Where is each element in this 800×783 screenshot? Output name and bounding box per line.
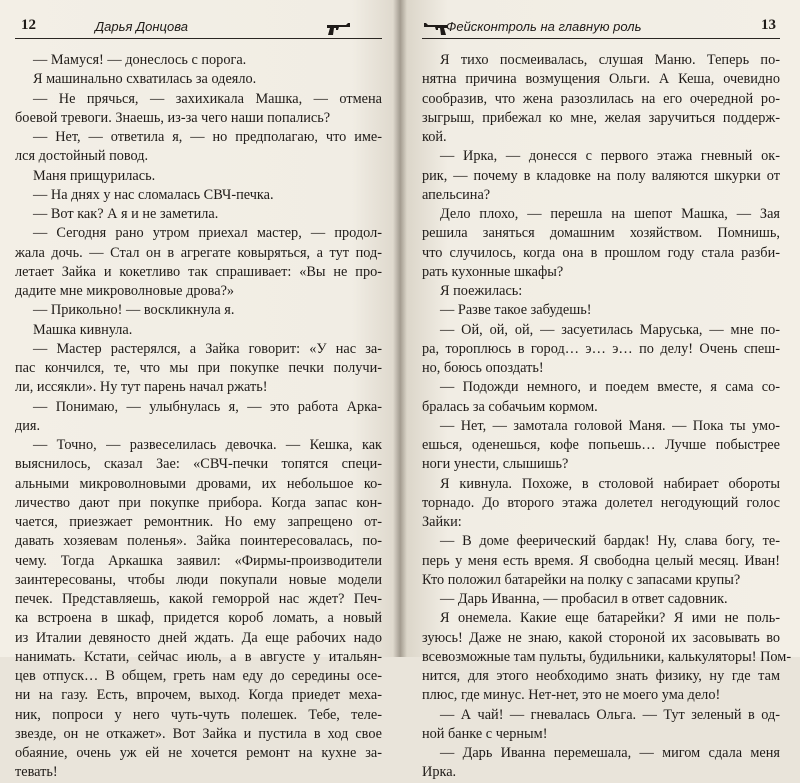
text-line: торнадо. До второго этажа долетел негодующий голос [422, 494, 780, 511]
left-page [0, 0, 400, 781]
text-line: — Ой, ой, ой, — засуетилась Маруська, — мне по- [440, 321, 780, 338]
text-line: ноги унести, слышишь? [422, 456, 569, 473]
text-line: нанимать. Кстати, сейчас июль, а в августе у итальян- [15, 648, 382, 665]
text-line: Машка кивнула. [33, 321, 133, 338]
text-line: — А чай! — гневалась Ольга. — Тут зеленый в од- [440, 706, 780, 723]
text-line: альными микроволновыми дровами, их небольшое ко- [15, 475, 382, 492]
text-line: ли, иссякли». Ну тут парень начал ржать! [15, 379, 268, 396]
pistol-icon [326, 22, 352, 36]
text-line: — Нет, — ответила я, — но предполагаю, что име- [33, 129, 382, 145]
text-line: рать кухонные шкафы? [422, 263, 564, 280]
text-line: Дело плохо, — перешла на шепот Машка, — Зая [440, 206, 780, 222]
text-line: чается, приезжает ремонтник. Но ему запрещено от- [15, 514, 382, 530]
text-line: выяснилось, сказал Зае: «СВЧ-печки топятся специ- [15, 456, 382, 473]
right-page-header [422, 14, 780, 39]
text-line: нятна причина возмущения Ольги. А Кеша, очевидно [422, 71, 780, 88]
text-line: — Точно, — развеселилась девочка. — Кешка, как [33, 437, 382, 453]
text-line: Я машинально схватилась за одеяло. [33, 71, 257, 88]
text-line: звезде, он не откажет». Вот Зайка и пустила в ход свое [15, 725, 382, 742]
text-line: сообразив, что жена разозлилась на его очередной ро- [422, 90, 780, 107]
running-head-title: Фейсконтроль на главную роль [446, 19, 642, 34]
text-line: ка встроена в шкаф, придется короб ломать, а новый [15, 610, 382, 627]
text-line: апельсина? [422, 186, 491, 203]
page-number: 12 [21, 17, 36, 33]
text-line: Я тихо посмеивалась, слушая Маню. Теперь по- [440, 52, 780, 68]
text-line: плюс, где минус. Нет-нет, это не моего ума дело! [422, 687, 721, 704]
text-line: из Италии девяносто дней ждать. Да еще рабочих надо [15, 629, 382, 646]
text-line: — Вот как? А я и не заметила. [33, 206, 219, 222]
text-line: чему. Тогда Аркашка заявил: «Фирмы-производители [15, 552, 382, 569]
text-line: — Не прячься, — захихикала Машка, — отмена [33, 90, 382, 107]
text-line: ник, попроси у него чуть-чуть полешек. Тебе, теле- [15, 706, 382, 723]
text-line: что случилось, когда она в прошлом году стала разби- [422, 244, 780, 261]
text-line: решила заняться домашним хозяйством. Помнишь, [422, 225, 780, 242]
text-line: печек. Представляешь, какой геморрой нас ждет? Печ- [15, 591, 382, 607]
text-line: — Дарь Иванна, — пробасил в ответ садовник. [440, 591, 728, 607]
text-line: дадите мне микроволновые дрова?» [15, 283, 235, 299]
text-line: — В доме феерический бардак! Ну, слава богу, те- [440, 533, 780, 550]
text-line: обаяние, очень уж ей не хочется ремонт на кухне за- [15, 745, 382, 761]
text-line: ра, тороплюсь в город… э… э… по делу! Очень спеш- [422, 340, 780, 357]
text-line: — Нет, — замотала головой Маня. — Пока ты умо- [440, 417, 780, 434]
text-line: перь у меня есть время. Я свободна целый месяц. Иван! [422, 552, 780, 569]
text-line: — Мастер растерялся, а Зайка говорит: «У нас за- [33, 340, 382, 357]
text-line: ной банке с черным! [422, 725, 548, 742]
left-page-header [15, 14, 382, 39]
text-line: заинтересованы, чтобы люди покупали новые модели [15, 571, 382, 588]
text-line: — Мамуся! — донеслось с порога. [33, 52, 247, 68]
text-line: ни на газу. Есть, впрочем, выход. Когда приедет меха- [15, 687, 382, 704]
page-number: 13 [761, 17, 776, 33]
text-line: Я кивнула. Похоже, в столовой набирает обороты [440, 475, 780, 492]
text-line: нится, для этого необходимо знать физику, ну где там [422, 668, 780, 684]
pistol-icon [422, 22, 448, 36]
text-line: пас кончился, те, что мы при покупке печки получи- [15, 360, 382, 376]
text-line: тевать! [15, 764, 58, 781]
text-line: — Понимаю, — улыбнулась я, — это работа Арка- [33, 398, 382, 415]
text-line: зуюсь! Даже не знаю, какой стороной их засовывать во [422, 629, 780, 646]
text-line: Зайки: [422, 514, 462, 530]
text-line: рик, — почему в кладовке на полу валяются шкурки от [422, 167, 780, 184]
text-line: давать хозяевам поленья». Зайка поинтересовалась, по- [15, 533, 382, 550]
text-line: Я поежилась: [440, 283, 523, 299]
text-line: — Прикольно! — воскликнула я. [33, 302, 235, 319]
text-line: Кто положил батарейки на полку с запасами крупы? [422, 571, 741, 588]
text-line: — Ирка, — донесся с первого этажа гневный ок- [440, 148, 780, 165]
text-line: цев отпуск… В общем, греть нам еду до середины осе- [15, 668, 382, 684]
text-line: дия. [15, 417, 41, 434]
text-line: — Подожди немного, и поедем вместе, я сама со- [440, 379, 780, 396]
running-head-author: Дарья Донцова [95, 19, 188, 34]
text-line: ешься, оденешься, кофе попьешь… Лучше побыстрее [422, 437, 780, 453]
text-line: Маня прищурилась. [33, 167, 156, 184]
text-line: — Разве такое забудешь! [440, 302, 592, 319]
text-line: — Дарь Иванна перемешала, — мигом сдала меня [440, 745, 780, 761]
text-line: бралась за собачьим кормом. [422, 398, 598, 415]
text-line: боевой тревоги. Знаешь, из-за чего наши попались? [15, 109, 331, 126]
text-line: — На днях у нас сломалась СВЧ-печка. [33, 186, 274, 203]
text-line: всевозможные там пульты, будильники, калькуляторы! Пом- [422, 648, 792, 665]
text-line: летает Зайка и кокетливо так спрашивает: «Вы не про- [15, 263, 382, 280]
text-line: жала дочь. — Стал он в агрегате ковыряться, а тут под- [15, 244, 382, 261]
right-page [400, 0, 800, 781]
text-line: но, боюсь опоздать! [422, 360, 544, 376]
text-line: личество дают при покупке прибора. Когда запас кон- [15, 494, 382, 511]
text-line: зыгрыш, прибежал ко мне, желая заручиться поддерж- [422, 109, 780, 126]
left-page-text [15, 51, 382, 783]
right-page-text [422, 51, 792, 783]
text-line: кой. [422, 129, 447, 145]
text-line: Я онемела. Какие еще батарейки? Я ими не поль- [440, 610, 780, 627]
text-line: Ирка. [422, 764, 457, 781]
text-line: лся достойный повод. [15, 148, 149, 165]
text-line: — Сегодня рано утром приехал мастер, — продол- [33, 225, 382, 242]
